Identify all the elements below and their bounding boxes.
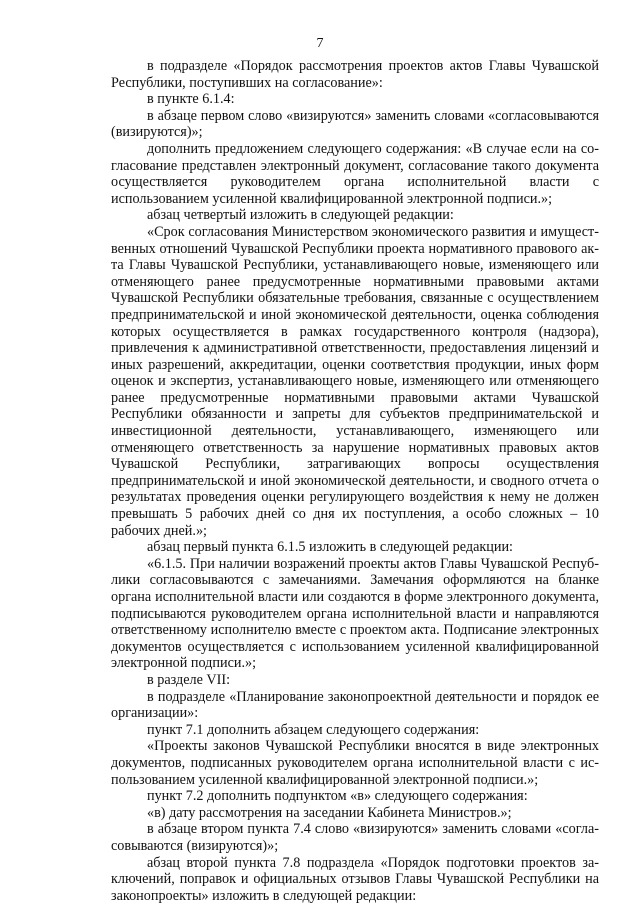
paragraph: абзац первый пункта 6.1.5 изложить в следующей редакции:	[147, 539, 513, 556]
paragraph: дополнить предложением следующего содержания: «В случае если на согласование представлен электронный документ, согласование такого документа осуществляется руководителем органа исполнительной власти с использованием усиленной квалифицированной электронной подписи.»;	[111, 140, 599, 207]
document-body	[111, 58, 599, 904]
paragraph: в подразделе «Порядок рассмотрения проектов актов Главы Чувашской Республики, поступивших на согласование»:	[111, 58, 599, 91]
paragraph: «Проекты законов Чувашской Республики вносятся в виде электронных документов, подписанных руководителем органа исполнительной власти с использованием усиленной квалифицированной электронной подписи.»;	[111, 738, 599, 788]
paragraph: в разделе VII:	[147, 671, 231, 688]
paragraph: абзац четвертый изложить в следующей редакции:	[147, 207, 454, 224]
page-number: 7	[316, 36, 324, 51]
paragraph: «6.1.5. При наличии возражений проекты актов Главы Чувашской Республики согласовываются с замечаниями. Замечания оформляются на бланке органа исполнительной власти или создаются в форме электронного документа, подписываются руководителем органа исполнительной власти и направляются ответственному исполнителю вместе с проектом акта. Подписание электронных документов осуществляется с использованием усиленной квалифицированной электронной подписи.»;	[111, 555, 599, 672]
paragraph: «Срок согласования Министерством экономического развития и имущественных отношений Чувашской Республики проекта нормативного правового акта Главы Чувашской Республики, устанавливающего новые, изменяющего или отменяющего ранее предусмотренные нормативными правовыми актами Чувашской Республики обязательные требования, связанные с осуществлением предпринимательской и иной экономической деятельности, оценка соблюдения которых осуществляется в рамках государственного контроля (надзора), привлечения к административной ответственности, предоставления лицензий и иных разрешений, аккредитации, оценки соответствия продукции, иных форм оценок и экспертиз, устанавливающего новые, изменяющего или отменяющего ранее предусмотренные нормативными правовыми актами Чувашской Республики обязанности и запреты для субъектов предпринимательской и инвестиционной деятельности, устанавливающего, изменяющего или отменяющего ответственность за нарушение нормативных правовых актов Чувашской Республики, затрагивающих вопросы осуществления предпринимательской и иной экономической деятельности, и сводного отчета о результатах проведения оценки регулирующего воздействия к нему не должен превышать 5 рабочих дней со дня их поступления, а особо сложных – 10 рабочих дней.»;	[111, 223, 599, 539]
paragraph: в пункте 6.1.4:	[147, 91, 235, 108]
paragraph: «в) дату рассмотрения на заседании Кабинета Министров.»;	[147, 804, 512, 821]
paragraph: пункт 7.1 дополнить абзацем следующего содержания:	[147, 721, 480, 738]
paragraph: пункт 7.2 дополнить подпунктом «в» следующего содержания:	[147, 788, 528, 805]
paragraph: в абзаце первом слово «визируются» заменить словами «согласовываются (визируются)»;	[111, 107, 599, 141]
paragraph: в абзаце втором пункта 7.4 слово «визируются» заменить словами «согласовываются (визируются)»;	[111, 821, 599, 854]
paragraph: в подразделе «Планирование законопроектной деятельности и порядок ее организации»:	[111, 688, 599, 722]
paragraph: абзац второй пункта 7.8 подраздела «Порядок подготовки проектов заключений, поправок и официальных отзывов Главы Чувашской Республики на законопроекты» изложить в следующей редакции:	[111, 854, 599, 904]
